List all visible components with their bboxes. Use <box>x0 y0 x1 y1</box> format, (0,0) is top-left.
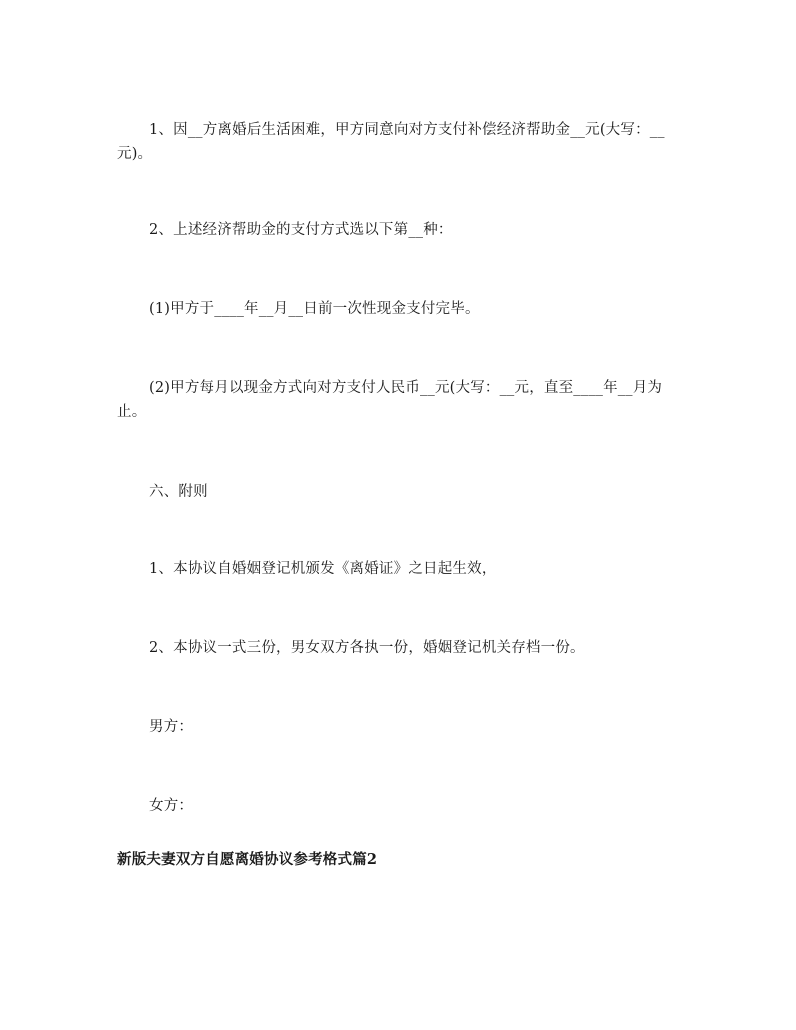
payment-option-monthly: (2)甲方每月以现金方式向对方支付人民币__元(大写：__元，直至____年__月为止。 <box>117 380 663 420</box>
clause-payment-method: 2、上述经济帮助金的支付方式选以下第__种： <box>149 222 453 238</box>
clause-copies: 2、本协议一式三份，男女双方各执一份，婚姻登记机关存档一份。 <box>149 640 585 656</box>
section-title-supplementary: 六、附则 <box>149 484 208 500</box>
clause-economic-aid: 1、因__方离婚后生活困难，甲方同意向对方支付补偿经济帮助金__元(大写：__元)。 <box>117 122 665 162</box>
clause-effective-date: 1、本协议自婚姻登记机颁发《离婚证》之日起生效， <box>149 561 497 577</box>
signature-female-party: 女方： <box>149 798 194 814</box>
payment-option-lump-sum: (1)甲方于____年__月__日前一次性现金支付完毕。 <box>149 301 480 317</box>
next-section-heading: 新版夫妻双方自愿离婚协议参考格式篇2 <box>117 851 378 868</box>
signature-male-party: 男方： <box>149 719 194 735</box>
